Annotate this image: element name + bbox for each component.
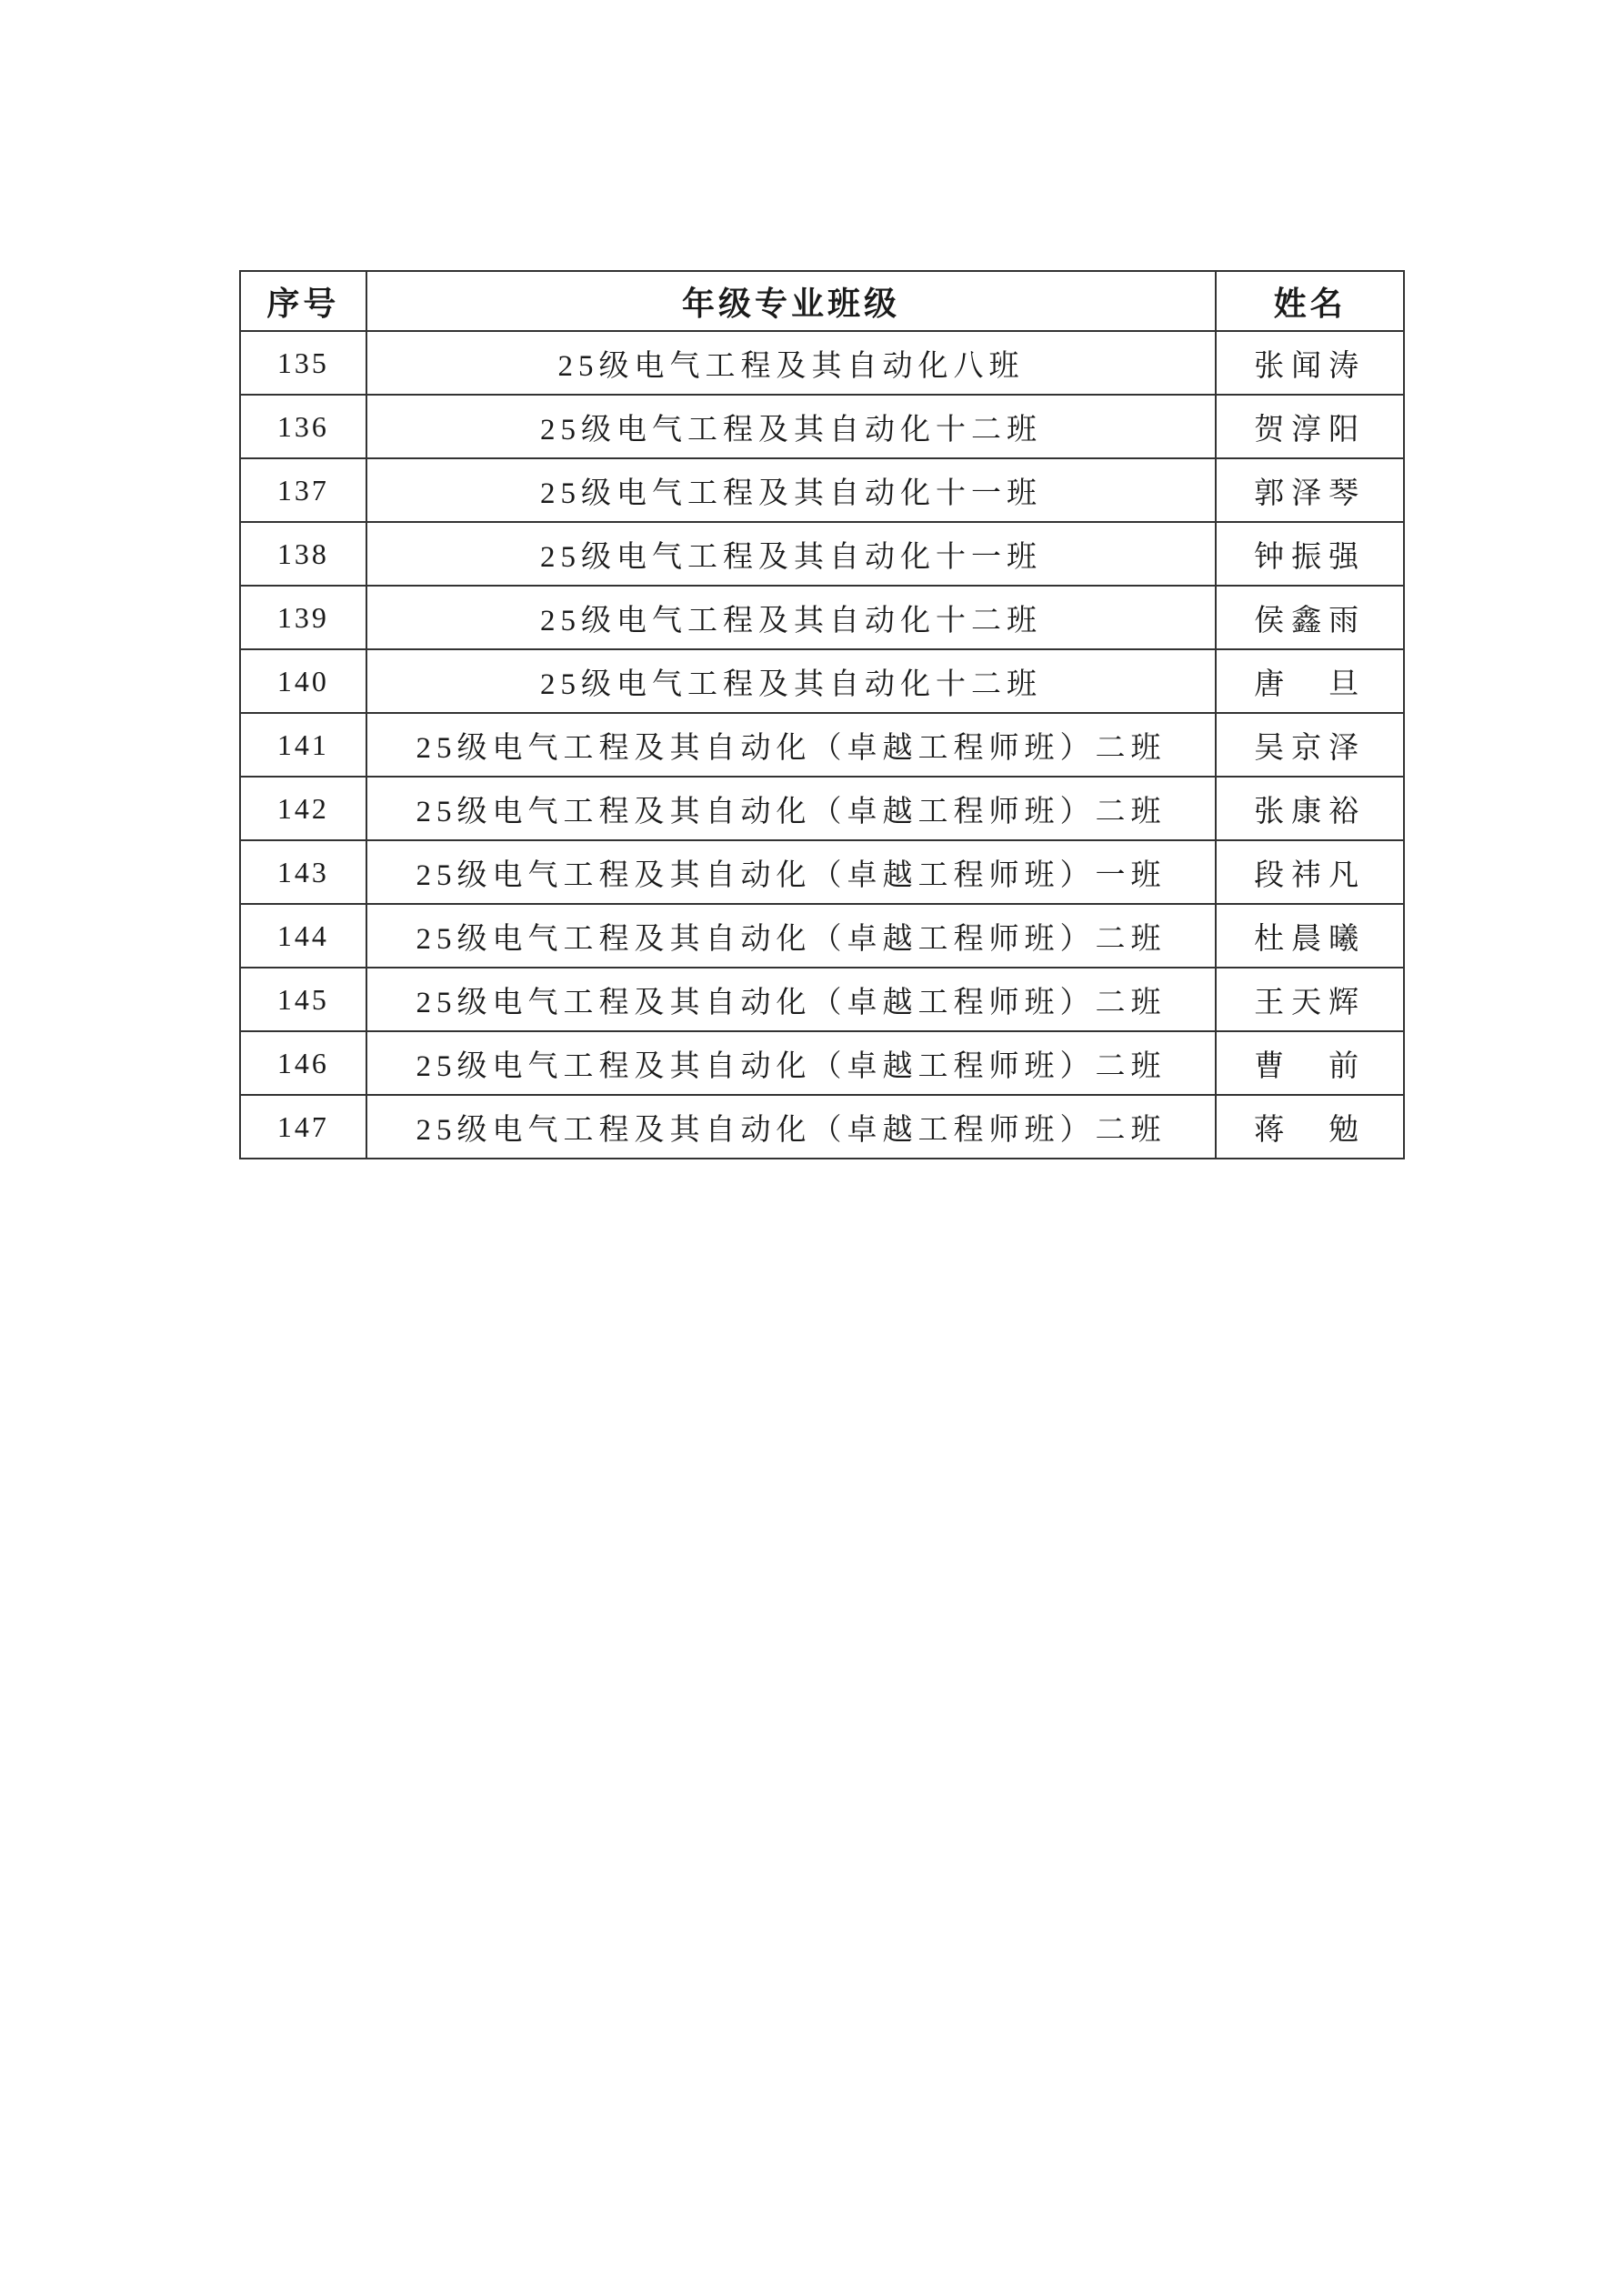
- table-row: [240, 649, 1404, 713]
- class-cell: 25级电气工程及其自动化（卓越工程师班）二班: [366, 968, 1216, 1031]
- table-row: [240, 458, 1404, 522]
- class-cell: 25级电气工程及其自动化（卓越工程师班）一班: [366, 840, 1216, 904]
- class-cell: 25级电气工程及其自动化（卓越工程师班）二班: [366, 904, 1216, 968]
- serial-number-cell: 140: [240, 649, 366, 713]
- name-cell: 张康裕: [1216, 777, 1404, 840]
- class-cell: 25级电气工程及其自动化十一班: [366, 522, 1216, 586]
- class-cell: 25级电气工程及其自动化（卓越工程师班）二班: [366, 1095, 1216, 1159]
- student-list-table: [239, 270, 1405, 1159]
- table-row: [240, 586, 1404, 649]
- serial-number-cell: 141: [240, 713, 366, 777]
- class-cell: 25级电气工程及其自动化（卓越工程师班）二班: [366, 713, 1216, 777]
- name-cell: 郭泽琴: [1216, 458, 1404, 522]
- table-row: [240, 331, 1404, 395]
- class-cell: 25级电气工程及其自动化十二班: [366, 649, 1216, 713]
- serial-number-cell: 137: [240, 458, 366, 522]
- name-cell: 张闻涛: [1216, 331, 1404, 395]
- table-row: [240, 904, 1404, 968]
- name-cell: 钟振强: [1216, 522, 1404, 586]
- name-cell: 贺淳阳: [1216, 395, 1404, 458]
- table-row: [240, 1095, 1404, 1159]
- class-cell: 25级电气工程及其自动化十二班: [366, 395, 1216, 458]
- serial-number-cell: 138: [240, 522, 366, 586]
- class-cell: 25级电气工程及其自动化（卓越工程师班）二班: [366, 1031, 1216, 1095]
- name-cell: 杜晨曦: [1216, 904, 1404, 968]
- table-row: [240, 522, 1404, 586]
- table-header-row: [240, 271, 1404, 331]
- class-cell: 25级电气工程及其自动化八班: [366, 331, 1216, 395]
- table-row: [240, 777, 1404, 840]
- name-cell: 王天辉: [1216, 968, 1404, 1031]
- header-serial-number: 序号: [240, 271, 366, 331]
- table-row: [240, 713, 1404, 777]
- name-cell: 吴京泽: [1216, 713, 1404, 777]
- name-cell: 段祎凡: [1216, 840, 1404, 904]
- name-cell: 曹 前: [1216, 1031, 1404, 1095]
- serial-number-cell: 142: [240, 777, 366, 840]
- serial-number-cell: 139: [240, 586, 366, 649]
- name-cell: 蒋 勉: [1216, 1095, 1404, 1159]
- table-row: [240, 840, 1404, 904]
- serial-number-cell: 136: [240, 395, 366, 458]
- name-cell: 侯鑫雨: [1216, 586, 1404, 649]
- class-cell: 25级电气工程及其自动化十一班: [366, 458, 1216, 522]
- serial-number-cell: 145: [240, 968, 366, 1031]
- serial-number-cell: 135: [240, 331, 366, 395]
- table-row: [240, 1031, 1404, 1095]
- header-grade-major-class: 年级专业班级: [366, 271, 1216, 331]
- class-cell: 25级电气工程及其自动化（卓越工程师班）二班: [366, 777, 1216, 840]
- serial-number-cell: 146: [240, 1031, 366, 1095]
- serial-number-cell: 144: [240, 904, 366, 968]
- serial-number-cell: 143: [240, 840, 366, 904]
- serial-number-cell: 147: [240, 1095, 366, 1159]
- table-row: [240, 395, 1404, 458]
- table-row: [240, 968, 1404, 1031]
- class-cell: 25级电气工程及其自动化十二班: [366, 586, 1216, 649]
- header-name: 姓名: [1216, 271, 1404, 331]
- name-cell: 唐 旦: [1216, 649, 1404, 713]
